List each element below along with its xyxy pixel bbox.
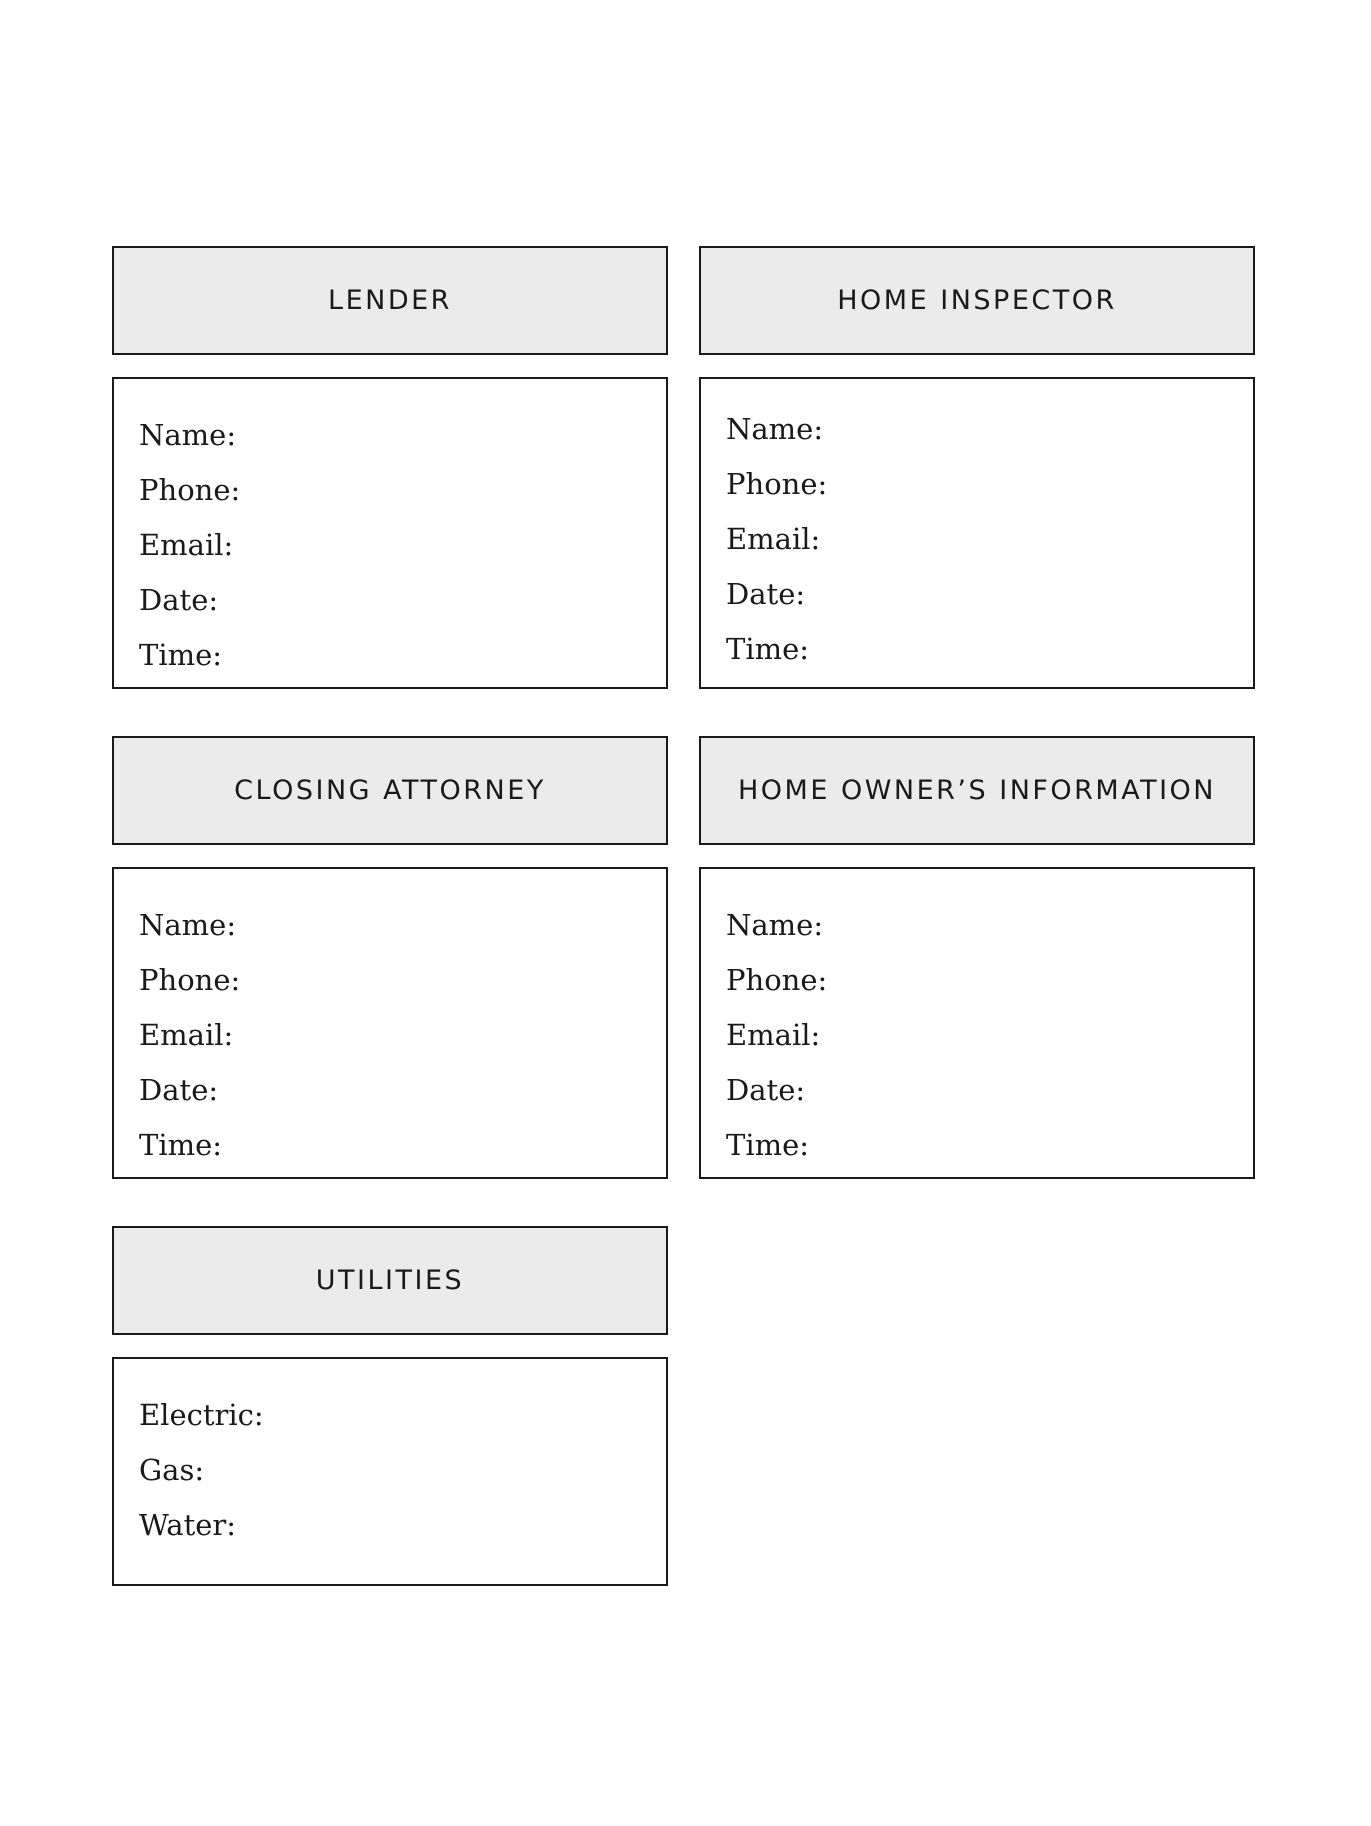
closing-attorney-date-field[interactable]: Date: <box>139 1073 219 1107</box>
lender-time-field[interactable]: Time: <box>139 638 223 672</box>
closing-attorney-time-field[interactable]: Time: <box>139 1128 223 1162</box>
utilities-gas-field[interactable]: Gas: <box>139 1453 205 1487</box>
utilities-section <box>112 1226 668 1586</box>
utilities-fields-box <box>112 1357 668 1586</box>
home-inspector-name-field[interactable]: Name: <box>726 412 824 446</box>
home-inspector-time-field[interactable]: Time: <box>726 632 810 666</box>
lender-fields-box <box>112 377 668 689</box>
closing-attorney-fields-box <box>112 867 668 1179</box>
utilities-header <box>112 1226 668 1335</box>
home-owner-header <box>699 736 1255 845</box>
home-owner-section <box>699 736 1255 1179</box>
closing-attorney-title: CLOSING ATTORNEY <box>234 775 546 806</box>
home-owner-email-field[interactable]: Email: <box>726 1018 821 1052</box>
closing-attorney-header <box>112 736 668 845</box>
home-inspector-section <box>699 246 1255 689</box>
closing-attorney-email-field[interactable]: Email: <box>139 1018 234 1052</box>
home-owner-name-field[interactable]: Name: <box>726 908 824 942</box>
utilities-water-field[interactable]: Water: <box>139 1508 237 1542</box>
home-owner-fields-box <box>699 867 1255 1179</box>
lender-section <box>112 246 668 689</box>
home-owner-title: HOME OWNER’S INFORMATION <box>737 775 1217 806</box>
lender-header <box>112 246 668 355</box>
home-inspector-header <box>699 246 1255 355</box>
lender-phone-field[interactable]: Phone: <box>139 473 241 507</box>
lender-title: LENDER <box>328 285 452 316</box>
closing-attorney-name-field[interactable]: Name: <box>139 908 237 942</box>
lender-name-field[interactable]: Name: <box>139 418 237 452</box>
home-owner-date-field[interactable]: Date: <box>726 1073 806 1107</box>
home-inspector-title: HOME INSPECTOR <box>837 285 1117 316</box>
home-owner-phone-field[interactable]: Phone: <box>726 963 828 997</box>
utilities-electric-field[interactable]: Electric: <box>139 1398 264 1432</box>
home-inspector-email-field[interactable]: Email: <box>726 522 821 556</box>
home-inspector-date-field[interactable]: Date: <box>726 577 806 611</box>
home-inspector-phone-field[interactable]: Phone: <box>726 467 828 501</box>
utilities-title: UTILITIES <box>315 1265 465 1296</box>
lender-email-field[interactable]: Email: <box>139 528 234 562</box>
closing-attorney-phone-field[interactable]: Phone: <box>139 963 241 997</box>
home-inspector-fields-box <box>699 377 1255 689</box>
closing-attorney-section <box>112 736 668 1179</box>
home-owner-time-field[interactable]: Time: <box>726 1128 810 1162</box>
lender-date-field[interactable]: Date: <box>139 583 219 617</box>
